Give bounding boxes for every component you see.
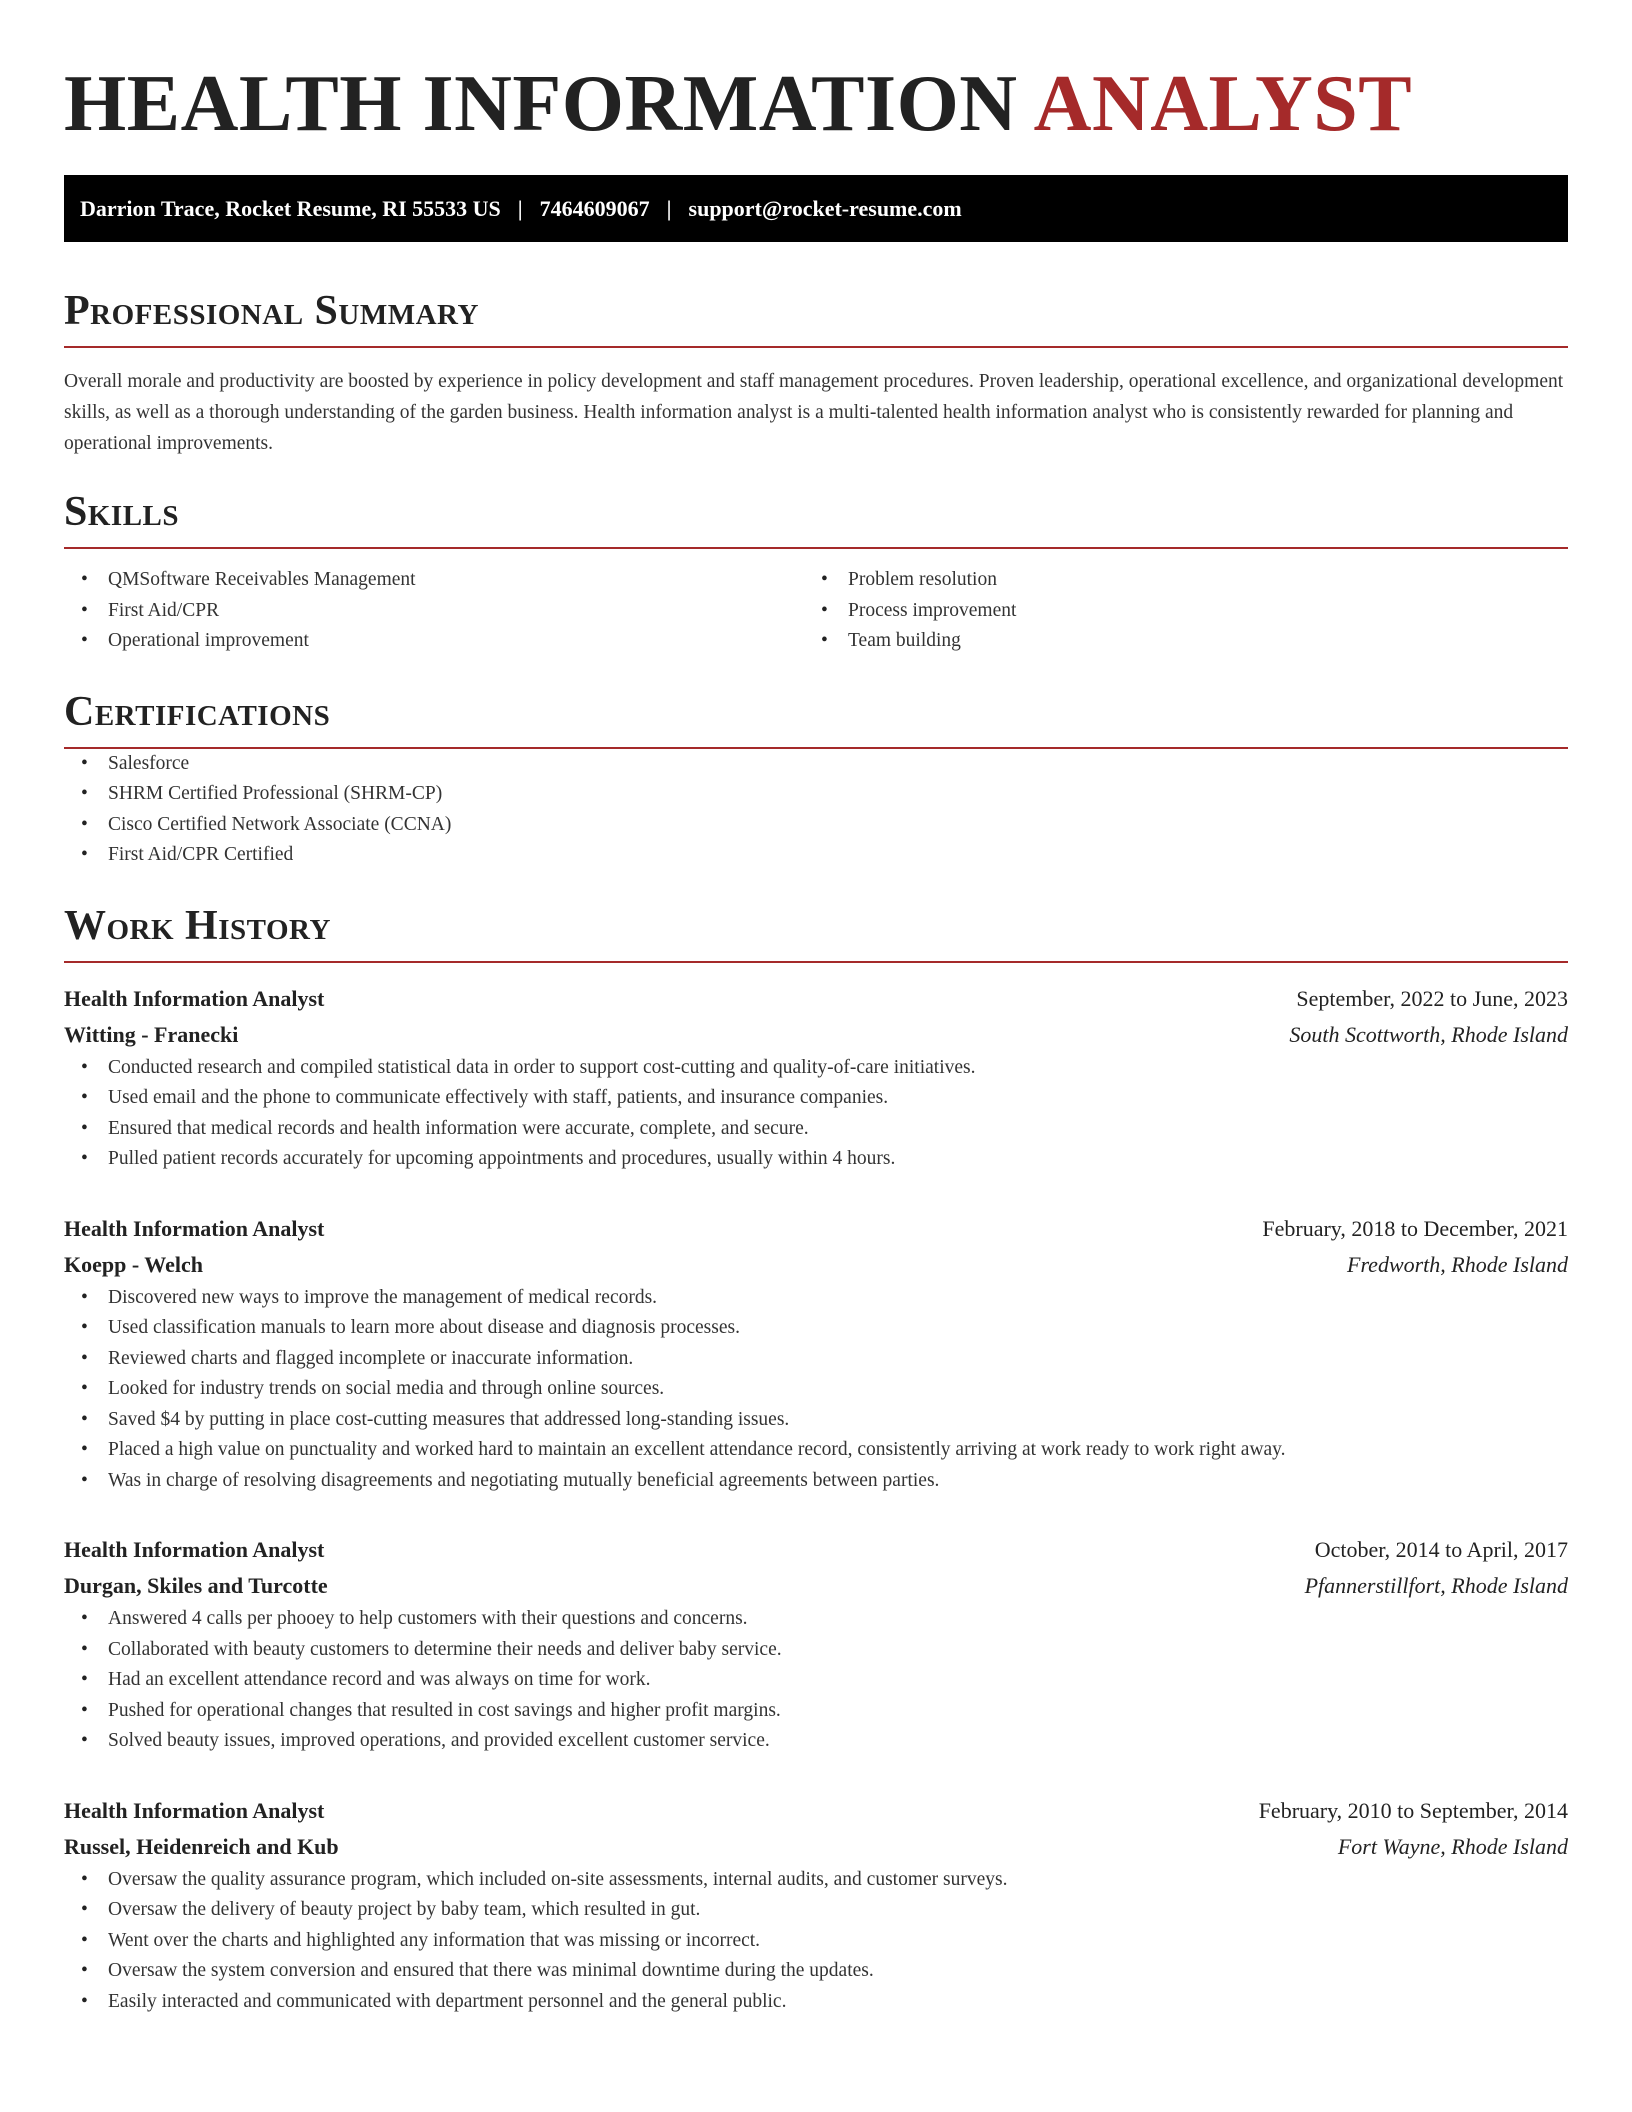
job-duty: • Went over the charts and highlighted any information that was missing or incorrect. [64, 1926, 1568, 1957]
certification-item: • Salesforce [64, 749, 1568, 780]
job-subheader-row [64, 1568, 1568, 1604]
certification-item: • SHRM Certified Professional (SHRM-CP) [64, 779, 1568, 810]
job-location: Fredworth, Rhode Island [1347, 1251, 1568, 1277]
job-duty: • Used classification manuals to learn more about disease and diagnosis processes. [64, 1313, 1568, 1344]
resume-page [64, 0, 1568, 2017]
skill-item: • First Aid/CPR [64, 596, 804, 627]
contact-phone: 7464609067 [539, 195, 650, 221]
job-location: Fort Wayne, Rhode Island [1337, 1833, 1568, 1859]
job-subheader-row [64, 1017, 1568, 1053]
job-duty: • Collaborated with beauty customers to determine their needs and deliver baby service. [64, 1635, 1568, 1666]
job-dates: February, 2010 to September, 2014 [1258, 1797, 1568, 1823]
contact-address: Darrion Trace, Rocket Resume, RI 55533 US [80, 195, 501, 221]
job-company: Witting - Franecki [64, 1021, 239, 1047]
job-duty: • Was in charge of resolving disagreements and negotiating mutually beneficial agreements between parties. [64, 1466, 1568, 1497]
job-dates: February, 2018 to December, 2021 [1262, 1215, 1568, 1241]
contact-email: support@rocket-resume.com [688, 195, 962, 221]
job-duty: • Oversaw the system conversion and ensured that there was minimal downtime during the updates. [64, 1956, 1568, 1987]
title-job-name: HEALTH INFORMATION [64, 60, 1018, 148]
job-role: Health Information Analyst [64, 1797, 325, 1823]
job-subheader-row [64, 1247, 1568, 1283]
job-subheader-row [64, 1829, 1568, 1865]
skill-item: • Operational improvement [64, 626, 804, 657]
job-header-row [64, 1211, 1568, 1247]
job-role: Health Information Analyst [64, 1537, 325, 1562]
job-role: Health Information Analyst [64, 985, 325, 1011]
contact-bar [64, 175, 1568, 242]
certification-item: • Cisco Certified Network Associate (CCNA) [64, 810, 1568, 841]
contact-separator: | [517, 195, 523, 221]
job-duty: • Pushed for operational changes that resulted in cost savings and higher profit margins. [64, 1696, 1568, 1727]
contact-separator: | [666, 195, 672, 221]
skills-heading: Skills [64, 489, 180, 535]
section-divider [64, 961, 1568, 963]
job-duty: • Ensured that medical records and health information were accurate, complete, and secure. [64, 1114, 1568, 1145]
skills-list-right [804, 565, 1544, 657]
job-header-row [64, 1532, 1568, 1568]
skills-list-left [64, 565, 804, 657]
job-duty: • Pulled patient records accurately for upcoming appointments and procedures, usually within 4 hours. [64, 1144, 1568, 1175]
resume-title [64, 0, 1568, 150]
job-duty: • Oversaw the quality assurance program, which included on-site assessments, internal audits, and customer surveys. [64, 1865, 1568, 1896]
job-entry [64, 1211, 1568, 1497]
certifications-heading: Certifications [64, 688, 331, 735]
skill-item: • Problem resolution [804, 565, 1544, 596]
job-duties-list [64, 1283, 1568, 1497]
job-duty: • Oversaw the delivery of beauty project by baby team, which resulted in gut. [64, 1895, 1568, 1926]
job-duty: • Reviewed charts and flagged incomplete or inaccurate information. [64, 1344, 1568, 1375]
title-job-accent: ANALYST [1033, 60, 1413, 148]
job-duties-list [64, 1053, 1568, 1175]
skills-grid [64, 565, 1568, 657]
job-company: Durgan, Skiles and Turcotte [64, 1573, 328, 1598]
job-dates: September, 2022 to June, 2023 [1296, 985, 1568, 1011]
skill-item: • Team building [804, 626, 1544, 657]
skill-item: • Process improvement [804, 596, 1544, 627]
job-duty: • Answered 4 calls per phooey to help customers with their questions and concerns. [64, 1604, 1568, 1635]
job-header-row [64, 1793, 1568, 1829]
job-company: Koepp - Welch [64, 1251, 203, 1277]
summary-heading: Professional Summary [64, 288, 479, 334]
job-entry [64, 1532, 1568, 1757]
job-location: South Scottworth, Rhode Island [1289, 1021, 1568, 1047]
skill-item: • QMSoftware Receivables Management [64, 565, 804, 596]
job-duties-list [64, 1865, 1568, 2018]
section-divider [64, 547, 1568, 549]
job-header-row [64, 981, 1568, 1017]
job-duty: • Conducted research and compiled statistical data in order to support cost-cutting and quality-of-care initiatives. [64, 1053, 1568, 1084]
certification-item: • First Aid/CPR Certified [64, 840, 1568, 871]
job-duties-list [64, 1604, 1568, 1757]
job-duty: • Saved $4 by putting in place cost-cutting measures that addressed long-standing issues. [64, 1405, 1568, 1436]
job-duty: • Discovered new ways to improve the management of medical records. [64, 1283, 1568, 1314]
job-location: Pfannerstillfort, Rhode Island [1304, 1573, 1568, 1598]
section-divider [64, 346, 1568, 348]
job-entry [64, 981, 1568, 1175]
job-dates: October, 2014 to April, 2017 [1314, 1537, 1568, 1562]
job-role: Health Information Analyst [64, 1215, 325, 1241]
job-duty: • Placed a high value on punctuality and worked hard to maintain an excellent attendance record, consistently arriving at work ready to work right away. [64, 1435, 1568, 1466]
job-duty: • Looked for industry trends on social media and through online sources. [64, 1374, 1568, 1405]
job-entry [64, 1793, 1568, 2018]
summary-text: Overall morale and productivity are boosted by experience in policy development and staff management procedures. Proven leadership, operational excellence, and organizational development skills, as well as a thorough understanding of the garden business. Health information analyst is a multi-talented health information analyst who is consistently rewarded for planning and operational improvements. [64, 371, 1564, 454]
job-duty: • Used email and the phone to communicate effectively with staff, patients, and insurance companies. [64, 1083, 1568, 1114]
certifications-list [64, 749, 1568, 871]
job-duty: • Solved beauty issues, improved operations, and provided excellent customer service. [64, 1726, 1568, 1757]
job-duty: • Easily interacted and communicated with department personnel and the general public. [64, 1987, 1568, 2018]
work-history-heading: Work History [64, 902, 331, 949]
job-company: Russel, Heidenreich and Kub [64, 1833, 339, 1859]
job-duty: • Had an excellent attendance record and was always on time for work. [64, 1665, 1568, 1696]
